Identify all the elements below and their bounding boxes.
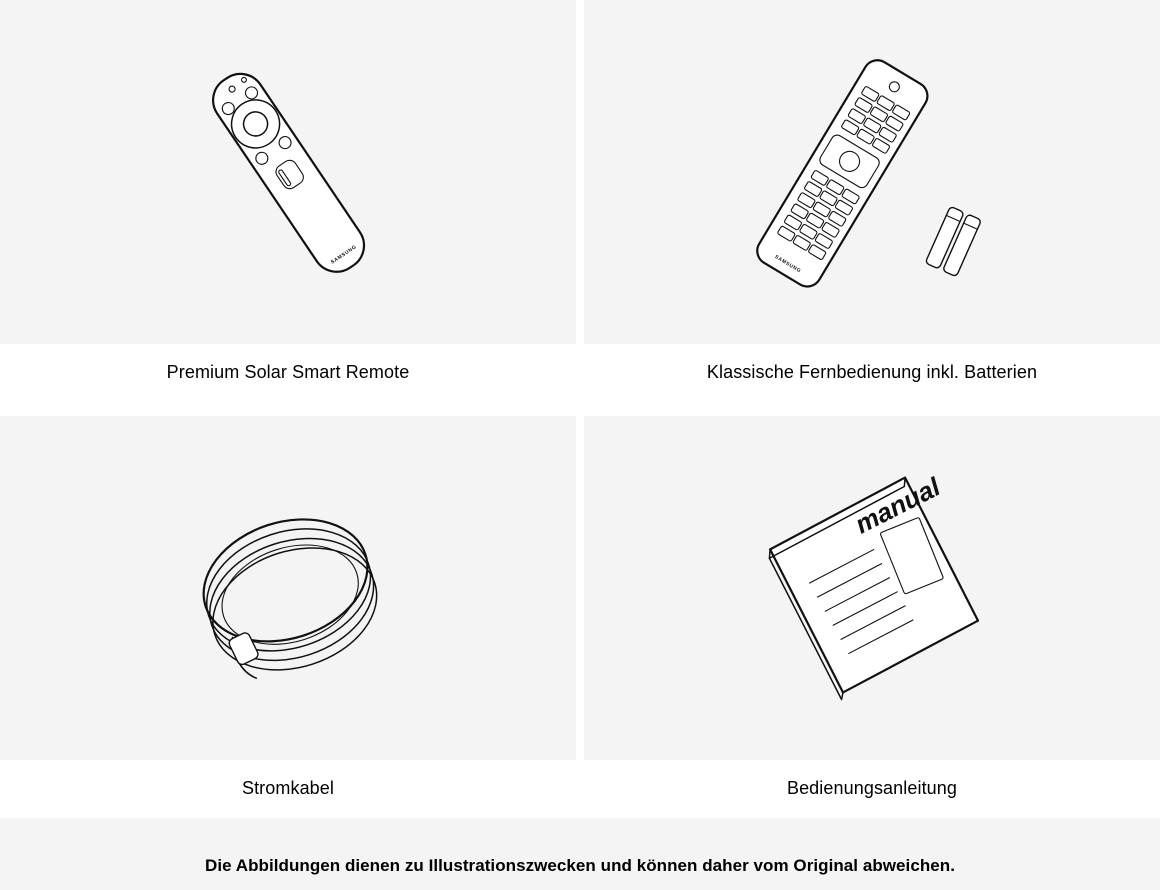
accessory-image-manual — [584, 416, 1160, 760]
accessory-caption-smart-remote — [0, 344, 576, 416]
classic-remote-with-batteries-icon — [584, 0, 1160, 344]
caption-text: Bedienungsanleitung — [786, 778, 958, 798]
grid-gutter — [576, 344, 584, 416]
grid-gutter — [576, 760, 584, 818]
accessory-image-smart-remote — [0, 0, 576, 344]
illustration-disclaimer — [0, 818, 1160, 890]
accessory-image-classic-remote — [584, 0, 1160, 344]
caption-text: Premium Solar Smart Remote — [166, 362, 410, 382]
accessory-caption-classic-remote — [584, 344, 1160, 416]
svg-text:SAMSUNG: SAMSUNG — [773, 253, 803, 275]
power-cable-icon — [0, 416, 576, 760]
manual-booklet-icon — [584, 416, 1160, 760]
accessory-caption-manual — [584, 760, 1160, 818]
caption-text: Stromkabel — [241, 778, 335, 798]
accessory-caption-power-cable — [0, 760, 576, 818]
accessory-image-power-cable — [0, 416, 576, 760]
disclaimer-text: Die Abbildungen dienen zu Illustrationszwecken und können daher vom Original abweichen. — [205, 856, 955, 875]
caption-text: Klassische Fernbedienung inkl. Batterien — [706, 362, 1038, 382]
smart-remote-icon — [0, 0, 576, 344]
svg-text:manual: manual — [850, 471, 945, 540]
grid-gutter — [576, 416, 584, 760]
grid-gutter — [576, 0, 584, 344]
svg-text:SAMSUNG: SAMSUNG — [329, 244, 358, 266]
